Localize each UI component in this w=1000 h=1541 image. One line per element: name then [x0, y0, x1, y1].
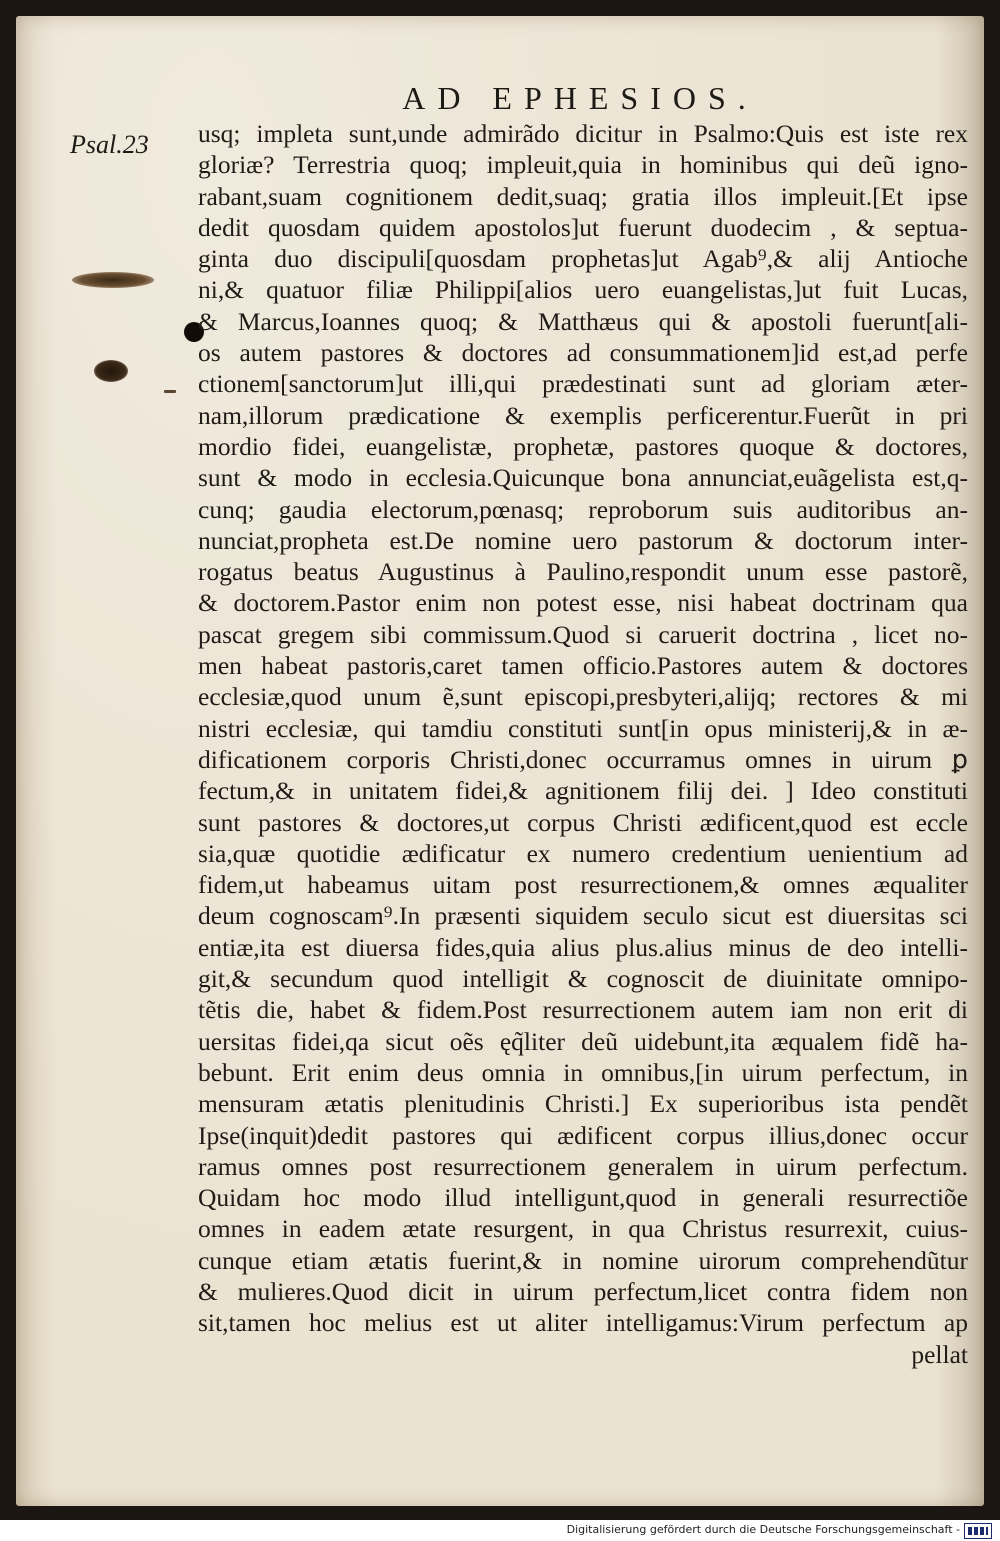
text-line: fectum,& in unitatem fidei,& agnitionem filij dei. ] Ideo constituti — [198, 776, 968, 806]
dfg-logo-icon — [964, 1523, 992, 1539]
text-line: dificationem corporis Christi,donec occurramus omnes in uirum ꝑ — [198, 744, 968, 774]
text-line: gloriæ? Terrestria quoq; impleuit,quia in hominibus qui deũ igno- — [198, 150, 968, 180]
text-line: Quidam hoc modo illud intelligunt,quod in generali resurrectiõe — [198, 1183, 968, 1213]
body-text — [198, 118, 968, 1370]
text-line: nam,illorum prædicatione & exemplis perficerentur.Fuerũt in pri — [198, 400, 968, 430]
running-title: AD EPHESIOS. — [402, 80, 758, 116]
text-line: bebunt. Erit enim deus omnia in omnibus,[in uirum perfectum, in — [198, 1057, 968, 1087]
text-line: sunt & modo in ecclesia.Quicunque bona annunciat,euãgelista est,q- — [198, 463, 968, 493]
catchword: pellat — [911, 1339, 968, 1369]
text-line: sia,quæ quotidie ædificatur ex numero credentium uenientium ad — [198, 838, 968, 868]
text-line: deum cognoscam⁹.In præsenti siquidem seculo sicut est diuersitas sci — [198, 901, 968, 931]
text-line: dedit quosdam quidem apostolos]ut fuerunt duodecim , & septua- — [198, 212, 968, 242]
text-line: cunq; gaudia electorum,pœnasq; reproborum suis auditoribus an- — [198, 494, 968, 524]
text-line: nistri ecclesiæ, qui tamdiu constituti sunt[in opus ministerij,& in æ- — [198, 713, 968, 743]
text-line: men habeat pastoris,caret tamen officio.Pastores autem & doctores — [198, 651, 968, 681]
text-line: cunque etiam ætatis fuerint,& in nomine uirorum comprehendũtur — [198, 1245, 968, 1275]
text-line: os autem pastores & doctores ad consummationem]id est,ad perfe — [198, 338, 968, 368]
text-line: rogatus beatus Augustinus à Paulino,respondit unum esse pastorẽ, — [198, 557, 968, 587]
text-line: entiæ,ita est diuersa fides,quia alius plus.alius minus de deo intelli- — [198, 932, 968, 962]
text-line: ctionem[sanctorum]ut illi,qui prædestinati sunt ad gloriam æter- — [198, 369, 968, 399]
text-line: Ipse(inquit)dedit pastores qui ædificent corpus illius,donec occur — [198, 1120, 968, 1150]
text-line: ecclesiæ,quod unum ẽ,sunt episcopi,presbyteri,alijq; rectores & mi — [198, 682, 968, 712]
text-line: sunt pastores & doctores,ut corpus Christi ædificent,quod est eccle — [198, 807, 968, 837]
marginal-note: Psal.23 — [70, 130, 149, 159]
text-line: sit,tamen hoc melius est ut aliter intelligamus:Virum perfectum ap — [198, 1308, 968, 1338]
text-line: nunciat,propheta est.De nomine uero pastorum & doctorum inter- — [198, 525, 968, 555]
text-line: omnes in eadem ætate resurgent, in qua Christus resurrexit, cuius- — [198, 1214, 968, 1244]
ink-stain-dash — [72, 272, 154, 288]
text-line: git,& secundum quod intelligit & cognoscit de diuinitate omnipo- — [198, 964, 968, 994]
text-line: usq; impleta sunt,unde admirãdo dicitur in Psalmo:Quis est iste rex — [198, 119, 968, 148]
ink-stain-tick — [164, 390, 176, 393]
digitization-footer — [0, 1520, 1000, 1541]
text-line: mordio fidei, euangelistæ, prophetæ, pastores quoque & doctores, — [198, 431, 968, 461]
text-line: rabant,suam cognitionem dedit,suaq; gratia illos impleuit.[Et ipse — [198, 181, 968, 211]
text-line: ramus omnes post resurrectionem generalem in uirum perfectum. — [198, 1151, 968, 1181]
text-line: mensuram ætatis plenitudinis Christi.] Ex superioribus ista pendẽt — [198, 1089, 968, 1119]
text-line: uersitas fidei,qa sicut oẽs ęq̃liter deũ uidebunt,ita æqualem fidẽ ha- — [198, 1026, 968, 1056]
ink-stain-blot — [94, 360, 128, 382]
text-line: pascat gregem sibi commissum.Quod si caruerit doctrina , licet no- — [198, 619, 968, 649]
text-line: tẽtis die, habet & fidem.Post resurrectionem autem iam non erit di — [198, 995, 968, 1025]
text-line: & Marcus,Ioannes quoq; & Matthæus qui & apostoli fuerunt[ali- — [198, 306, 968, 336]
text-line: ginta duo discipuli[quosdam prophetas]ut Agab⁹,& alij Antioche — [198, 244, 968, 274]
footer-credit: Digitalisierung gefördert durch die Deutsche Forschungsgemeinschaft - — [566, 1523, 960, 1536]
text-line: ni,& quatuor filiæ Philippi[alios uero euangelistas,]ut fuit Lucas, — [198, 275, 968, 305]
text-line: fidem,ut habeamus uitam post resurrectionem,& omnes æqualiter — [198, 870, 968, 900]
text-line: & mulieres.Quod dicit in uirum perfectum,licet contra fidem non — [198, 1276, 968, 1306]
text-line: & doctorem.Pastor enim non potest esse, nisi habeat doctrinam qua — [198, 588, 968, 618]
